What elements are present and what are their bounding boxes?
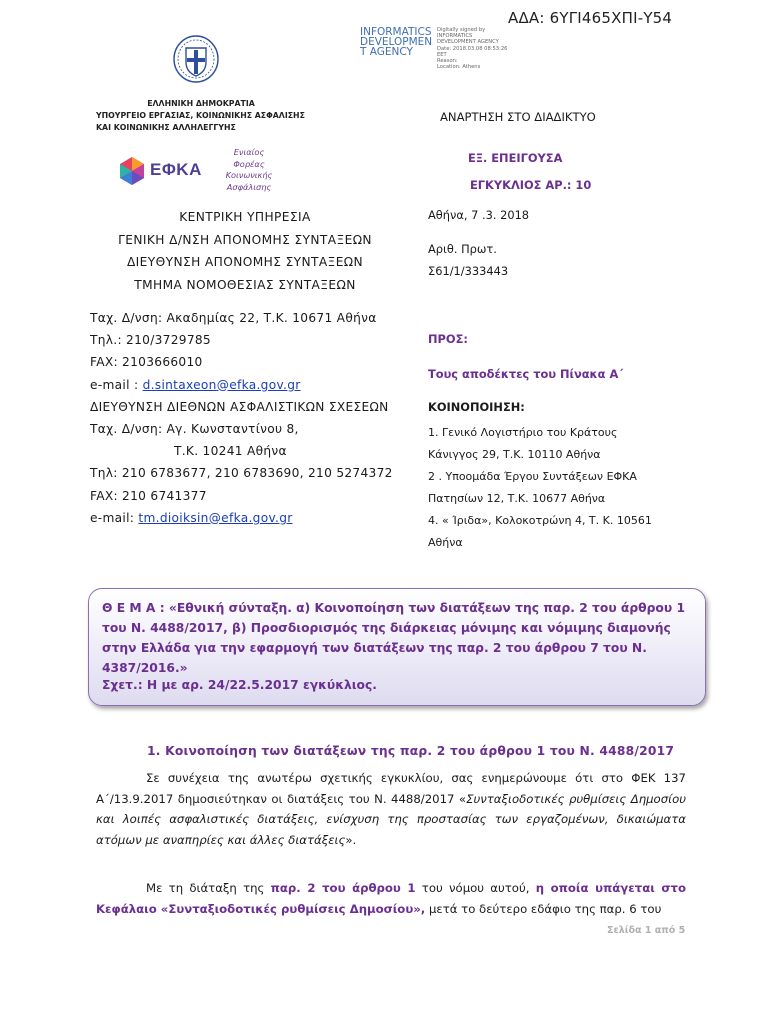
urgent-label: ΕΞ. ΕΠΕΙΓΟΥΣΑ <box>468 151 563 165</box>
efka-hexagon-icon <box>117 156 147 186</box>
cc-line: Αθήνα <box>428 536 463 549</box>
cc-label: ΚΟΙΝΟΠΟΙΗΣΗ: <box>428 400 525 414</box>
paragraph-2 <box>96 878 686 919</box>
cc-line: Κάνιγγος 29, Τ.Κ. 10110 Αθήνα <box>428 448 601 461</box>
paragraph-text: Σε συνέχεια της ανωτέρω σχετικής εγκυκλίου, σας ενημερώνουμε ότι στο ΦΕΚ 137 Α΄/13.9.2017 δημοσιεύτηκαν οι διατάξεις του Ν. 4488/2017 « <box>96 771 686 806</box>
service-block <box>100 206 390 296</box>
section-heading: 1. Κοινοποίηση των διατάξεων της παρ. 2 του άρθρου 1 του Ν. 4488/2017 <box>147 744 675 758</box>
ministry-header <box>96 98 306 134</box>
efka-logo-text: ΕΦΚΑ <box>150 160 202 179</box>
phone-line: Τηλ.: 210/3729785 <box>90 333 211 348</box>
circular-number: ΕΓΚΥΚΛΙΟΣ ΑΡ.: 10 <box>470 178 592 192</box>
efka-logo <box>117 150 215 192</box>
posting-label: ΑΝΑΡΤΗΣΗ ΣΤΟ ΔΙΑΔΙΚΤΥΟ <box>440 110 596 124</box>
signature-detail-line: EET <box>437 51 447 58</box>
cc-line: 2 . Υποομάδα Έργου Συντάξεων ΕΦΚΑ <box>428 470 637 483</box>
email-link[interactable]: d.sintaxeon@efka.gov.gr <box>142 377 301 392</box>
email-line <box>90 507 420 529</box>
paragraph-text: Με τη διάταξη της <box>146 881 271 895</box>
email-label: e-mail: <box>90 510 139 525</box>
signature-detail-line: Location: Athens <box>437 64 481 71</box>
service-line: ΚΕΝΤΡΙΚΗ ΥΠΗΡΕΣΙΑ <box>179 210 311 224</box>
efka-sub-line: Ενιαίος <box>233 147 265 157</box>
service-line: ΔΙΕΥΘΥΝΣΗ ΑΠΟΝΟΜΗΣ ΣΥΝΤΑΞΕΩΝ <box>126 255 364 269</box>
ministry-line: ΥΠΟΥΡΓΕΙΟ ΕΡΓΑΣΙΑΣ, ΚΟΙΝΩΝΙΚΗΣ ΑΣΦΑΛΙΣΗΣ <box>96 111 305 120</box>
highlight-text: η οποία υπάγεται στο Κεφάλαιο «Συνταξιοδοτικές ρυθμίσεις Δημοσίου», <box>96 881 686 916</box>
email-label: e-mail : <box>90 377 143 392</box>
signature-org <box>360 27 440 57</box>
email-line <box>90 374 420 396</box>
law-title: Συνταξιοδοτικές ρυθμίσεις Δημοσίου και λοιπές ασφαλιστικές διατάξεις, ενίσχυση της προστασίας των εργαζομένων, δικαιώματα ατόμων με αναπηρίες και άλλες διατάξεις <box>96 791 686 847</box>
highlight-text: παρ. 2 του άρθρου 1 <box>270 881 416 895</box>
signature-detail-line: INFORMATICS <box>437 33 473 40</box>
efka-subtitle <box>224 147 274 193</box>
ada-number: ΑΔΑ: 6ΥΓΙ465ΧΠΙ-Υ54 <box>508 9 673 27</box>
greek-emblem-icon <box>172 34 220 84</box>
department-line: ΔΙΕΥΘΥΝΣΗ ΔΙΕΘΝΩΝ ΑΣΦΑΛΙΣΤΙΚΩΝ ΣΧΕΣΕΩΝ <box>90 399 389 414</box>
protocol-label: Αριθ. Πρωτ. <box>428 242 497 256</box>
efka-sub-line: Φορέας <box>233 158 265 169</box>
to-label: ΠΡΟΣ: <box>428 332 468 346</box>
cc-list <box>428 422 728 554</box>
document-date: Αθήνα, 7 .3. 2018 <box>428 208 530 222</box>
fax-line: FAX: 2103666010 <box>90 355 203 370</box>
efka-sub-line: Ασφάλισης <box>226 181 272 192</box>
protocol-number: Σ61/1/333443 <box>428 264 509 278</box>
ministry-line: ΕΛΛΗΝΙΚΗ ΔΗΜΟΚΡΑΤΙΑ <box>147 99 255 108</box>
ministry-line: ΚΑΙ ΚΟΙΝΩΝΙΚΗΣ ΑΛΛΗΛΕΓΓΥΗΣ <box>96 123 236 132</box>
signature-org-line: INFORMATICS <box>360 26 432 38</box>
email-link[interactable]: tm.dioiksin@efka.gov.gr <box>138 510 293 525</box>
signature-detail-line: DEVELOPMENT AGENCY <box>437 39 499 46</box>
paragraph-text: ». <box>345 832 357 847</box>
cc-line: Πατησίων 12, Τ.Κ. 10677 Αθήνα <box>428 492 606 505</box>
signature-detail-line: Date: 2018.03.08 08:53:26 <box>437 45 508 52</box>
service-line: ΤΜΗΜΑ ΝΟΜΟΘΕΣΙΑΣ ΣΥΝΤΑΞΕΩΝ <box>134 277 356 292</box>
signature-details <box>437 27 527 70</box>
fax-line: FAX: 210 6741377 <box>90 488 207 503</box>
signature-detail-line: Digitally signed by <box>437 27 486 33</box>
signature-org-line: T AGENCY <box>360 46 413 58</box>
cc-line: 1. Γενικό Λογιστήριο του Κράτους <box>428 426 618 439</box>
phone-line: Τηλ: 210 6783677, 210 6783690, 210 5274372 <box>90 466 393 481</box>
to-recipients: Τους αποδέκτες του Πίνακα Α΄ <box>428 367 624 381</box>
contact-block <box>90 307 420 529</box>
signature-org-line: DEVELOPMEN <box>360 36 433 48</box>
address-line: Τ.Κ. 10241 Αθήνα <box>174 444 287 459</box>
cc-line: 4. « Ίριδα», Κολοκοτρώνη 4, Τ. Κ. 10561 <box>428 514 652 527</box>
subject-text: Θ Ε Μ Α : «Εθνική σύνταξη. α) Κοινοποίηση των διατάξεων της παρ. 2 του άρθρου 1 του Ν. 4488/2017, β) Προσδιορισμός της διάρκειας μόνιμης και νόμιμης διαμονής στην Ελλάδα για την εφαρμογή των διατάξεων της παρ. 2 του άρθρου 7 του Ν. 4387/2016.» <box>102 601 686 675</box>
paragraph-1 <box>96 768 686 850</box>
address-line: Ταχ. Δ/νση: Ακαδημίας 22, Τ.Κ. 10671 Αθήνα <box>90 311 377 325</box>
reference-text: Σχετ.: Η με αρ. 24/22.5.2017 εγκύκλιος. <box>102 678 377 692</box>
paragraph-text: του νόμου αυτού, <box>415 881 536 895</box>
paragraph-text: μετά το δεύτερο εδάφιο της παρ. 6 του <box>425 901 662 916</box>
address-line: Ταχ. Δ/νση: Αγ. Κωνσταντίνου 8, <box>90 422 299 437</box>
efka-sub-line: Κοινωνικής <box>225 170 273 180</box>
page-number: Σελίδα 1 από 5 <box>607 925 686 936</box>
signature-detail-line: Reason: <box>437 58 458 65</box>
service-line: ΓΕΝΙΚΗ Δ/ΝΣΗ ΑΠΟΝΟΜΗΣ ΣΥΝΤΑΞΕΩΝ <box>118 232 372 247</box>
